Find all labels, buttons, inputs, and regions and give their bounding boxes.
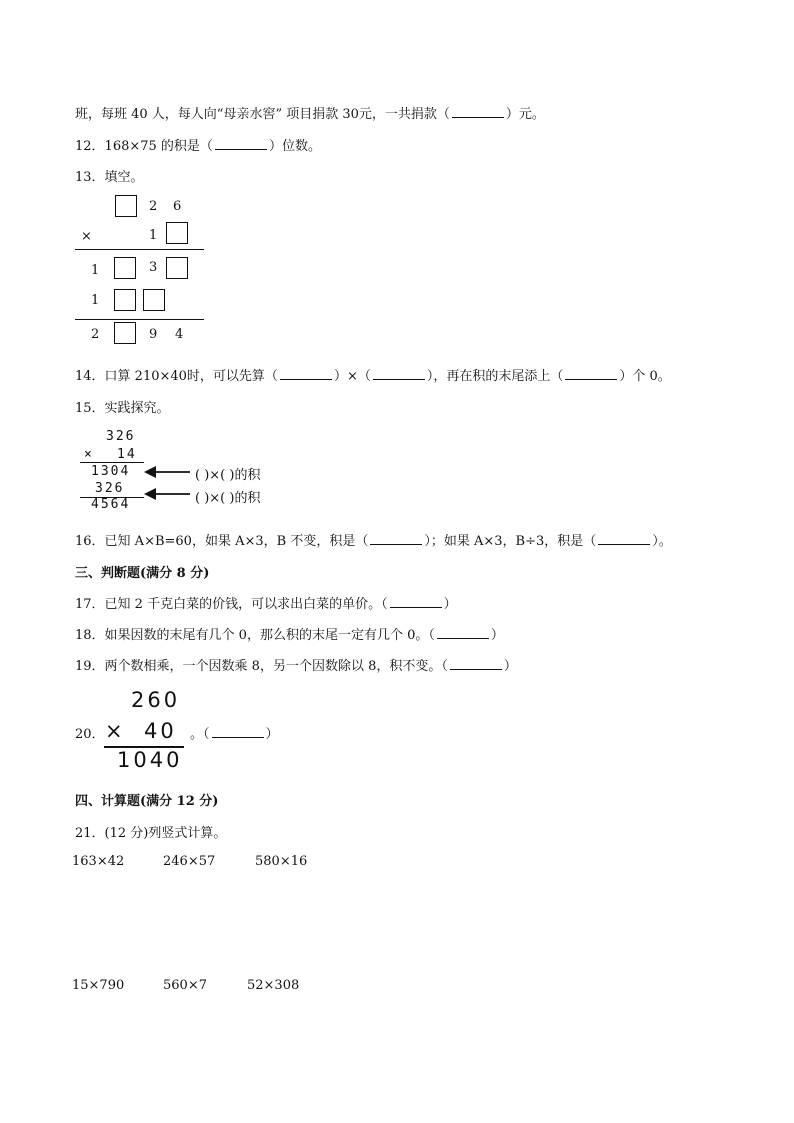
digit: 1 bbox=[91, 293, 100, 308]
q16-text: ）；如果 A×3，B÷3，积是（ bbox=[424, 534, 597, 549]
paren: ） bbox=[490, 628, 504, 643]
q12-end: ）位数。 bbox=[268, 139, 321, 154]
calc-expression: 163×42 bbox=[72, 854, 125, 869]
multiplicand: 326 bbox=[106, 429, 136, 444]
q14-text: ）×（ bbox=[333, 369, 371, 384]
section-heading: 三、判断题(满分 8 分) bbox=[75, 566, 210, 581]
paren: ） bbox=[265, 727, 279, 742]
q20-label: 20． bbox=[75, 727, 105, 742]
q19-line bbox=[75, 655, 517, 674]
product: 1040 bbox=[117, 748, 183, 772]
section-heading: 四、计算题(满分 12 分) bbox=[75, 794, 219, 809]
partial-product: 1304 bbox=[91, 464, 131, 479]
multiplier: 14 bbox=[117, 447, 137, 462]
q14-text: 14．口算 210×40时，可以先算（ bbox=[75, 369, 278, 384]
digit: 1 bbox=[91, 263, 100, 278]
q14-line bbox=[75, 365, 671, 384]
fill-box[interactable] bbox=[114, 289, 136, 311]
calc-expression: 52×308 bbox=[247, 978, 300, 993]
fill-box[interactable] bbox=[115, 195, 137, 217]
answer-blank[interactable] bbox=[450, 659, 502, 670]
answer-blank[interactable] bbox=[437, 628, 489, 639]
q17-text: 17．已知 2 千克白菜的价钱，可以求出白菜的单价。（ bbox=[75, 597, 388, 612]
q18-text: 18．如果因数的末尾有几个 0，那么积的末尾一定有几个 0。（ bbox=[75, 628, 435, 643]
answer-blank[interactable] bbox=[598, 534, 650, 545]
digit: 2 bbox=[91, 327, 100, 342]
q11-text: 班，每班 40 人，每人向“母亲水窖” 项目捐款 30元，一共捐款（ bbox=[75, 107, 450, 122]
q20-answer bbox=[190, 723, 279, 742]
digit: 9 bbox=[149, 327, 158, 342]
q16-line bbox=[75, 530, 672, 549]
digit: 6 bbox=[173, 199, 182, 214]
answer-blank[interactable] bbox=[215, 139, 267, 150]
calc-expression: 580×16 bbox=[255, 854, 308, 869]
times-sign: × bbox=[81, 229, 92, 244]
q13-label: 13．填空。 bbox=[75, 170, 144, 185]
q16-text: ）。 bbox=[652, 534, 672, 549]
digit: 2 bbox=[149, 199, 158, 214]
fill-box[interactable] bbox=[143, 289, 165, 311]
divider-line bbox=[75, 319, 204, 320]
times-sign: × bbox=[105, 719, 126, 743]
digit: 3 bbox=[149, 260, 158, 275]
answer-blank[interactable] bbox=[373, 369, 425, 380]
calc-expression: 246×57 bbox=[163, 854, 216, 869]
calc-expression: 15×790 bbox=[72, 978, 125, 993]
multiplicand: 260 bbox=[131, 688, 181, 712]
paren: ） bbox=[443, 597, 457, 612]
q12-line bbox=[75, 135, 321, 154]
answer-blank[interactable] bbox=[390, 597, 442, 608]
q14-text: ）个 0。 bbox=[619, 369, 671, 384]
q18-line bbox=[75, 624, 504, 643]
q11-line bbox=[75, 103, 545, 122]
product: 4564 bbox=[91, 497, 131, 512]
divider-line bbox=[75, 249, 204, 250]
calc-expression: 560×7 bbox=[163, 978, 207, 993]
q19-text: 19．两个数相乘，一个因数乘 8，另一个因数除以 8，积不变。（ bbox=[75, 659, 448, 674]
fill-box[interactable] bbox=[166, 257, 188, 279]
q12-text: 12．168×75 的积是（ bbox=[75, 139, 213, 154]
q21-label: 21．(12 分)列竖式计算。 bbox=[75, 826, 227, 841]
answer-blank[interactable] bbox=[370, 534, 422, 545]
q14-text: ），再在积的末尾添上（ bbox=[426, 369, 564, 384]
multiplier: 40 bbox=[144, 719, 177, 743]
q16-text: 16．已知 A×B=60，如果 A×3，B 不变，积是（ bbox=[75, 534, 369, 549]
digit: 4 bbox=[175, 327, 184, 342]
arrow-left-icon bbox=[144, 465, 190, 479]
partial-product: 326 bbox=[95, 481, 125, 496]
fill-box[interactable] bbox=[114, 257, 136, 279]
fill-box[interactable] bbox=[166, 222, 188, 244]
answer-blank[interactable] bbox=[212, 727, 264, 738]
fill-box[interactable] bbox=[114, 322, 136, 344]
q15-label: 15．实践探究。 bbox=[75, 401, 170, 416]
q20-paren: 。（ bbox=[190, 727, 210, 742]
answer-blank[interactable] bbox=[565, 369, 617, 380]
answer-blank[interactable] bbox=[452, 107, 504, 118]
answer-blank[interactable] bbox=[280, 369, 332, 380]
arrow-left-icon bbox=[144, 487, 190, 501]
digit: 1 bbox=[149, 228, 158, 243]
times-sign: × bbox=[84, 447, 94, 462]
annotation-text: ( )×( )的积 bbox=[195, 468, 261, 483]
paren: ） bbox=[503, 659, 517, 674]
q17-line bbox=[75, 593, 457, 612]
annotation-text: ( )×( )的积 bbox=[195, 491, 261, 506]
q11-end: ）元。 bbox=[505, 107, 545, 122]
